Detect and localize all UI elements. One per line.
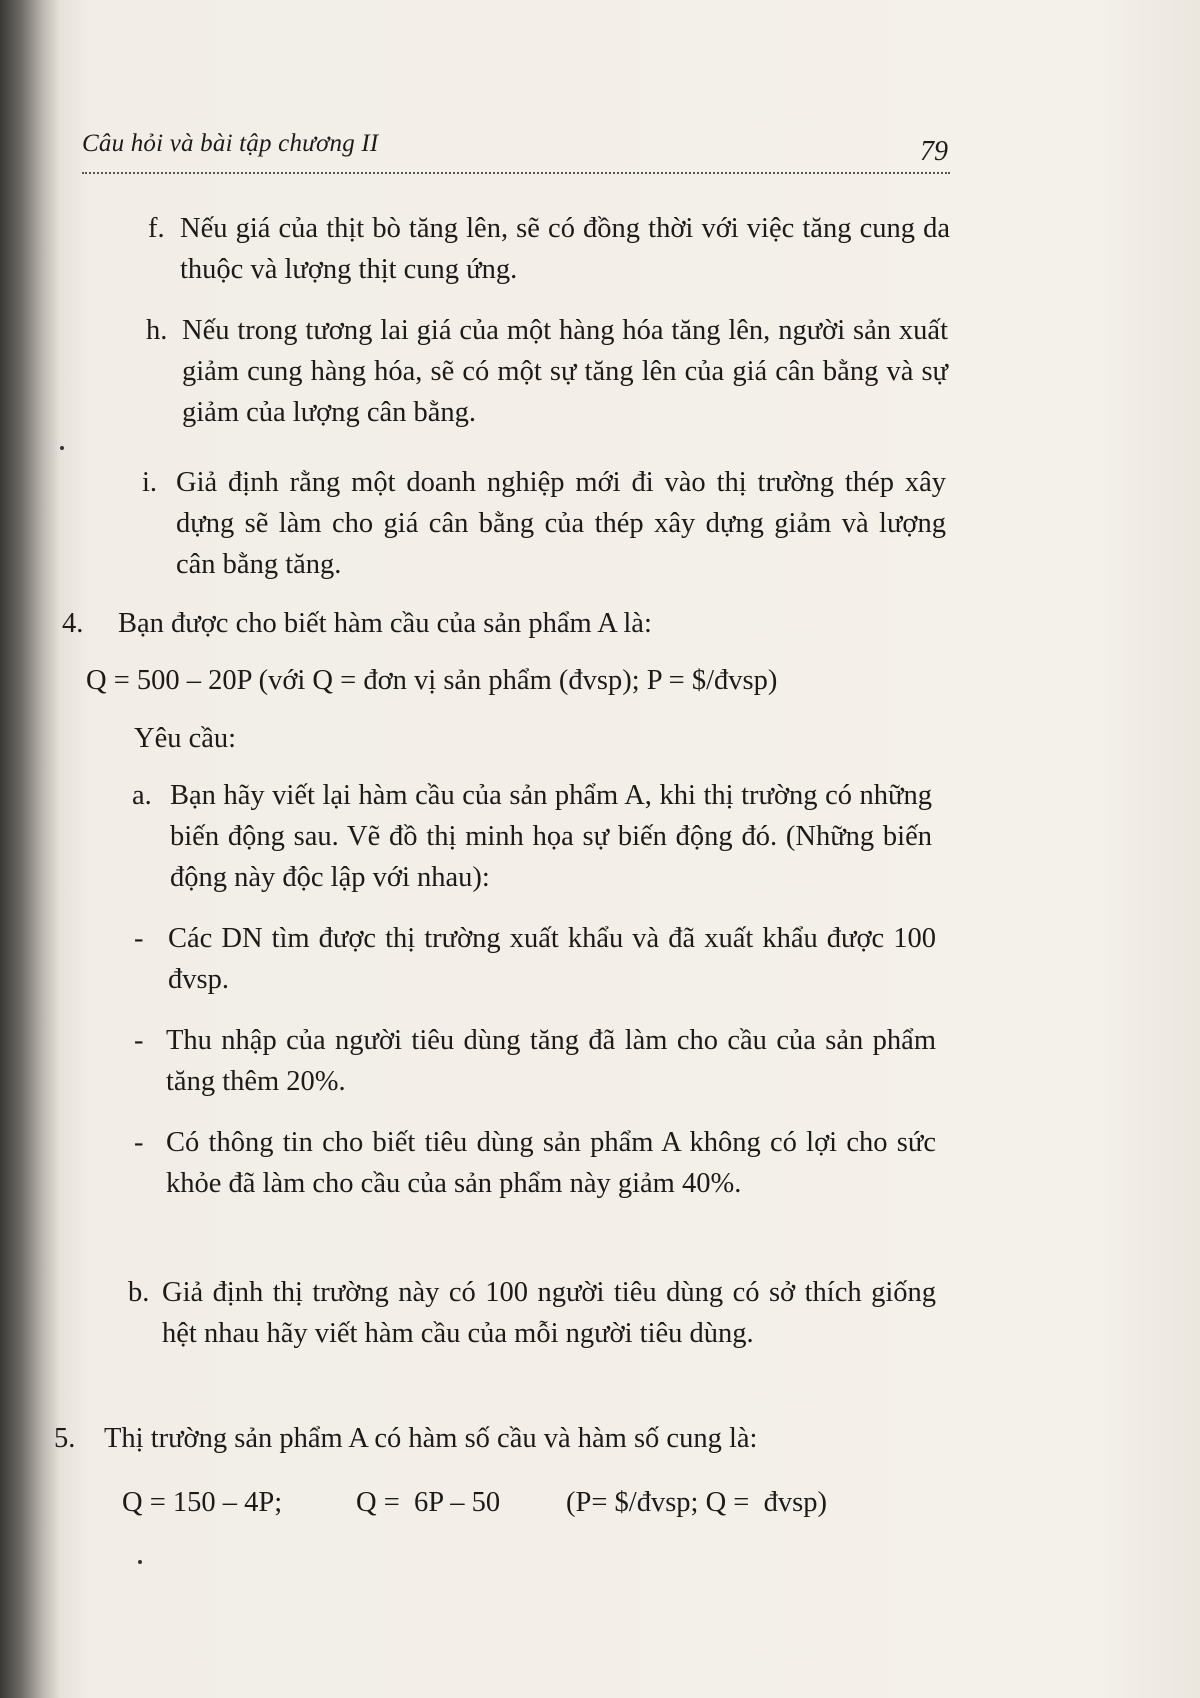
- question-5-demand: Q = 150 – 4P;: [122, 1487, 283, 1518]
- bullet-3-text: Có thông tin cho biết tiêu dùng sản phẩm A không có lợi cho sức khỏe đã làm cho cầu của sản phẩm này giảm 40%.: [166, 1127, 936, 1199]
- question-5-supply: Q = 6P – 50: [356, 1487, 501, 1518]
- bullet-3-mark: -: [134, 1127, 144, 1158]
- item-i-label: i.: [142, 467, 158, 498]
- page-number: 79: [920, 136, 948, 167]
- bullet-2-mark: -: [134, 1025, 144, 1056]
- bullet-1-mark: -: [134, 923, 144, 954]
- item-i-text: Giả định rằng một doanh nghiệp mới đi vào thị trường thép xây dựng sẽ làm cho giá cân bằng của thép xây dựng giảm và lượng cân bằng tăng.: [176, 467, 946, 580]
- scan-speck: [60, 446, 64, 450]
- part-b-label: b.: [128, 1277, 150, 1308]
- scan-speck: [138, 1560, 142, 1564]
- question-4-intro: Bạn được cho biết hàm cầu của sản phẩm A là:: [118, 608, 652, 639]
- question-5-number: 5.: [54, 1423, 76, 1454]
- item-h-text: Nếu trong tương lai giá của một hàng hóa tăng lên, người sản xuất giảm cung hàng hóa, sẽ có một sự tăng lên của giá cân bằng và sự giảm của lượng cân bằng.: [182, 315, 948, 428]
- part-a-text: Bạn hãy viết lại hàm cầu của sản phẩm A, khi thị trường có những biến động sau. Vẽ đồ thị minh họa sự biến động đó. (Những biến động này độc lập với nhau):: [170, 780, 932, 893]
- question-4-equation: Q = 500 – 20P (với Q = đơn vị sản phẩm (đvsp); P = $/đvsp): [86, 665, 778, 696]
- page-header: [82, 122, 950, 174]
- question-5-intro: Thị trường sản phẩm A có hàm số cầu và hàm số cung là:: [104, 1423, 758, 1454]
- bullet-2-text: Thu nhập của người tiêu dùng tăng đã làm cho cầu của sản phẩm tăng thêm 20%.: [166, 1025, 936, 1097]
- part-b-text: Giả định thị trường này có 100 người tiêu dùng có sở thích giống hệt nhau hãy viết hàm cầu của mỗi người tiêu dùng.: [162, 1277, 936, 1349]
- question-4-number: 4.: [62, 608, 84, 639]
- question-5-units: (P= $/đvsp; Q = đvsp): [566, 1487, 827, 1518]
- bullet-1-text: Các DN tìm được thị trường xuất khẩu và đã xuất khẩu được 100 đvsp.: [168, 923, 936, 995]
- running-title: Câu hỏi và bài tập chương II: [82, 130, 379, 157]
- part-a-label: a.: [132, 780, 152, 811]
- item-f-text: Nếu giá của thịt bò tăng lên, sẽ có đồng thời với việc tăng cung da thuộc và lượng thịt cung ứng.: [180, 213, 950, 285]
- question-4-requirement: Yêu cầu:: [134, 723, 237, 754]
- item-h-label: h.: [146, 315, 168, 346]
- item-f-label: f.: [148, 213, 165, 244]
